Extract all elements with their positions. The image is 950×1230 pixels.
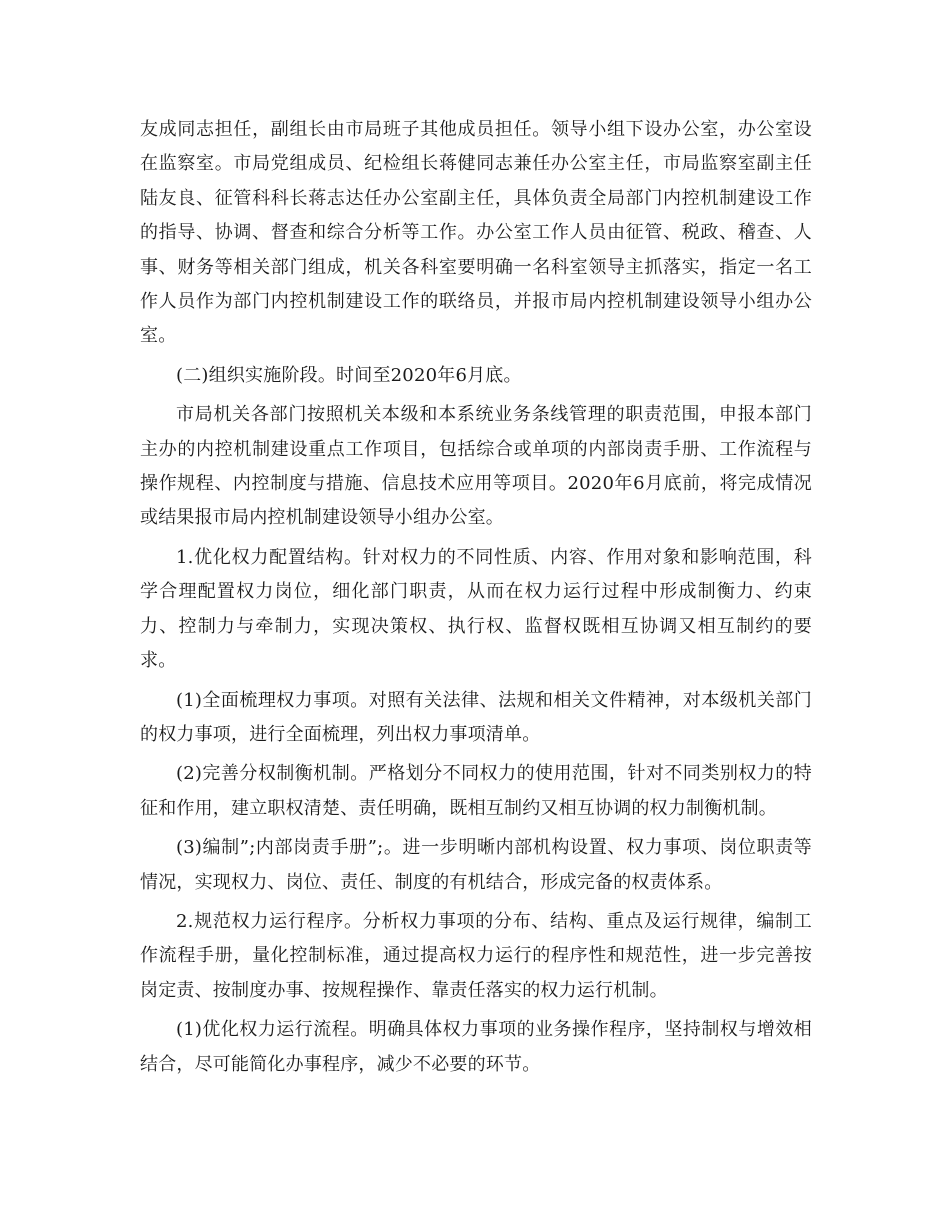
paragraph-4: 1.优化权力配置结构。针对权力的不同性质、内容、作用对象和影响范围，科学合理配置权力岗位，细化部门职责，从而在权力运行过程中形成制衡力、约束力、控制力与牵制力，实现决策权、执行权、监督权既相互协调又相互制约的要求。 [140, 546, 812, 672]
paragraph-7: (3)编制”;内部岗责手册”;。进一步明晰内部机构设置、权力事项、岗位职责等情况，实现权力、岗位、责任、制度的有机结合，形成完备的权责体系。 [140, 837, 812, 893]
paragraph-1: 友成同志担任，副组长由市局班子其他成员担任。领导小组下设办公室，办公室设在监察室。市局党组成员、纪检组长蒋健同志兼任办公室主任，市局监察室副主任陆友良、征管科科长蒋志达任办公室副主任，具体负责全局部门内控机制建设工作的指导、协调、督查和综合分析等工作。办公室工作人员由征管、税政、稽查、人事、财务等相关部门组成，机关各科室要明确一名科室领导主抓落实，指定一名工作人员作为部门内控机制建设工作的联络员，并报市局内控机制建设领导小组办公室。 [140, 119, 812, 347]
paragraph-5: (1)全面梳理权力事项。对照有关法律、法规和相关文件精神，对本级机关部门的权力事项，进行全面梳理，列出权力事项清单。 [140, 689, 812, 745]
paragraph-3: 市局机关各部门按照机关本级和本系统业务条线管理的职责范围，申报本部门主办的内控机制建设重点工作项目，包括综合或单项的内部岗责手册、工作流程与操作规程、内控制度与措施、信息技术应用等项目。2020年6月底前，将完成情况或结果报市局内控机制建设领导小组办公室。 [140, 404, 812, 529]
paragraph-8: 2.规范权力运行程序。分析权力事项的分布、结构、重点及运行规律，编制工作流程手册，量化控制标准，通过提高权力运行的程序性和规范性，进一步完善按岗定责、按制度办事、按规程操作、靠责任落实的权力运行机制。 [140, 910, 812, 1001]
paragraph-2: (二)组织实施阶段。时间至2020年6月底。 [176, 364, 522, 386]
document-page [140, 113, 812, 1087]
paragraph-9: (1)优化权力运行流程。明确具体权力事项的业务操作程序，坚持制权与增效相结合，尽可能简化办事程序，减少不必要的环节。 [140, 1019, 812, 1075]
paragraph-6: (2)完善分权制衡机制。严格划分不同权力的使用范围，针对不同类别权力的特征和作用，建立职权清楚、责任明确，既相互制约又相互协调的权力制衡机制。 [140, 763, 812, 819]
